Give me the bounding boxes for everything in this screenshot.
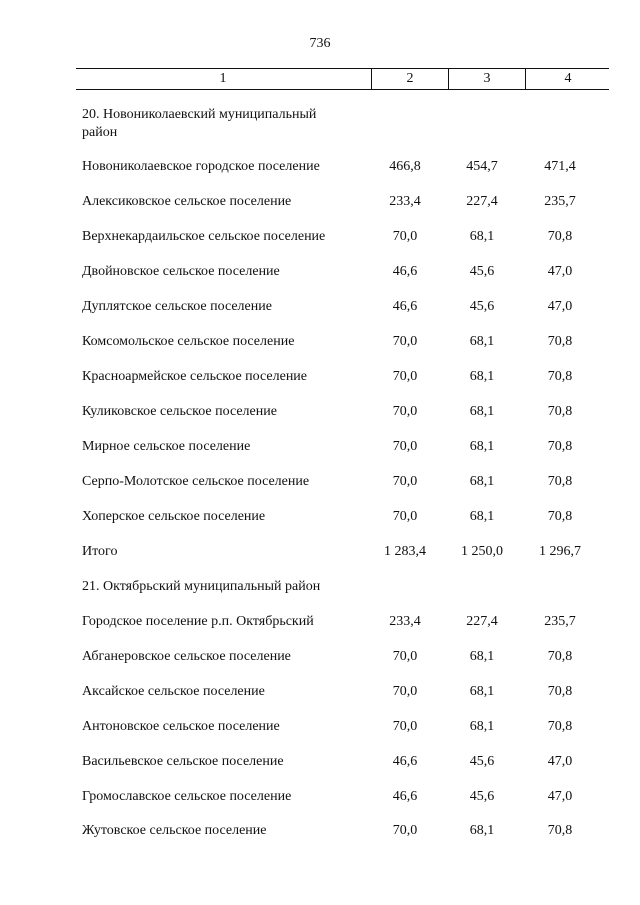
cell-col4: 70,8 [547,474,573,489]
row-name: Новониколаевское городское поселение [82,159,320,174]
table-row [0,228,640,248]
cell-col2: 70,0 [392,229,418,244]
cell-col2: 233,4 [389,614,421,629]
table-row [0,613,640,633]
cell-col2: 46,6 [392,754,418,769]
cell-col2: 1 283,4 [384,544,426,559]
cell-col3: 68,1 [469,229,495,244]
cell-col2: 233,4 [389,194,421,209]
row-name: Антоновское сельское поселение [82,719,280,734]
cell-col2: 70,0 [392,719,418,734]
row-name: Аксайское сельское поселение [82,684,265,699]
row-name: Алексиковское сельское поселение [82,194,292,209]
cell-col2: 70,0 [392,509,418,524]
table-row [0,333,640,353]
cell-col4: 47,0 [547,299,573,314]
table-header [76,68,609,90]
column-header-1: 1 [219,71,227,86]
table-row [0,473,640,493]
cell-col4: 70,8 [547,719,573,734]
cell-col3: 45,6 [469,789,495,804]
row-name: Хоперское сельское поселение [82,509,266,524]
table-row [0,753,640,773]
cell-col4: 471,4 [544,159,576,174]
cell-col2: 70,0 [392,684,418,699]
total-row [0,543,640,563]
table-row [0,193,640,213]
row-name: Абганеровское сельское поселение [82,649,291,664]
cell-col2: 70,0 [392,334,418,349]
cell-col3: 68,1 [469,334,495,349]
cell-col2: 70,0 [392,649,418,664]
total-label: Итого [82,544,118,559]
cell-col2: 70,0 [392,823,418,838]
section-title-text: 21. Октябрьский муниципальный район [82,579,321,594]
cell-col4: 47,0 [547,789,573,804]
table-row [0,508,640,528]
cell-col3: 68,1 [469,369,495,384]
row-name: Куликовское сельское поселение [82,404,277,419]
section-title-text: 20. Новониколаевский муниципальный район [82,107,317,140]
cell-col3: 68,1 [469,404,495,419]
cell-col4: 70,8 [547,369,573,384]
cell-col3: 68,1 [469,509,495,524]
row-name: Громославское сельское поселение [82,789,292,804]
table-row [0,683,640,703]
row-name: Красноармейское сельское поселение [82,369,308,384]
row-name: Городское поселение р.п. Октябрьский [82,614,314,629]
cell-col4: 235,7 [544,614,576,629]
table-row [0,403,640,423]
section-title-21 [0,578,640,598]
cell-col2: 46,6 [392,264,418,279]
cell-col4: 70,8 [547,334,573,349]
cell-col4: 70,8 [547,684,573,699]
cell-col2: 46,6 [392,789,418,804]
cell-col4: 47,0 [547,264,573,279]
cell-col3: 45,6 [469,754,495,769]
cell-col4: 70,8 [547,823,573,838]
cell-col4: 70,8 [547,509,573,524]
row-name: Верхнекардаильское сельское поселение [82,229,326,244]
cell-col4: 70,8 [547,229,573,244]
cell-col3: 227,4 [466,614,498,629]
table-row [0,263,640,283]
cell-col4: 70,8 [547,404,573,419]
cell-col2: 70,0 [392,439,418,454]
column-header-2: 2 [371,69,448,89]
cell-col3: 45,6 [469,299,495,314]
cell-col2: 466,8 [389,159,421,174]
cell-col3: 454,7 [466,159,498,174]
cell-col3: 68,1 [469,474,495,489]
table-row [0,718,640,738]
cell-col4: 47,0 [547,754,573,769]
row-name: Дуплятское сельское поселение [82,299,272,314]
cell-col2: 70,0 [392,474,418,489]
table-row [0,438,640,458]
row-name: Мирное сельское поселение [82,439,251,454]
cell-col4: 70,8 [547,439,573,454]
table-row [0,788,640,808]
row-name: Васильевское сельское поселение [82,754,284,769]
row-name: Комсомольское сельское поселение [82,334,295,349]
table-row [0,158,640,178]
cell-col3: 227,4 [466,194,498,209]
row-name: Жутовское сельское поселение [82,823,267,838]
column-header-4: 4 [525,69,610,89]
page-number: 736 [309,36,331,51]
cell-col3: 68,1 [469,439,495,454]
cell-col3: 68,1 [469,649,495,664]
cell-col3: 45,6 [469,264,495,279]
row-name: Серпо-Молотское сельское поселение [82,474,310,489]
cell-col3: 68,1 [469,823,495,838]
row-name: Двойновское сельское поселение [82,264,280,279]
cell-col3: 68,1 [469,684,495,699]
cell-col4: 235,7 [544,194,576,209]
cell-col3: 68,1 [469,719,495,734]
table-row [0,368,640,388]
cell-col4: 70,8 [547,649,573,664]
cell-col3: 1 250,0 [461,544,503,559]
cell-col2: 70,0 [392,404,418,419]
cell-col2: 46,6 [392,299,418,314]
table-row [0,822,640,842]
section-title-20 [0,106,640,140]
table-row [0,648,640,668]
column-header-3: 3 [448,69,525,89]
table-row [0,298,640,318]
cell-col2: 70,0 [392,369,418,384]
cell-col4: 1 296,7 [539,544,581,559]
